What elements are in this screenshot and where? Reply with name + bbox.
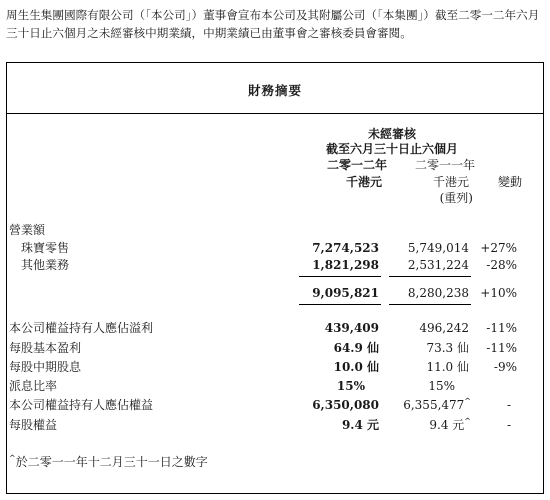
header-unit-current: 千港元	[345, 175, 382, 189]
footnote-text: 於二零一一年十二月三十一日之數字	[15, 455, 208, 469]
row-prior: 11.0 仙	[426, 360, 469, 374]
row-prior: 2,531,224	[407, 258, 469, 272]
row-current: 9.4 元	[341, 418, 379, 432]
subtotal-rule-prior	[389, 276, 471, 277]
header-unaudited: 未經審核	[367, 127, 416, 141]
row-current: 7,274,523	[312, 241, 379, 255]
row-prior	[379, 418, 471, 432]
header-year-current: 二零一二年	[326, 158, 387, 172]
row-label: 其他業務	[21, 258, 70, 272]
row-label: 本公司權益持有人應佔權益	[9, 398, 154, 412]
subtotal-rule-current	[299, 276, 381, 277]
footnote	[9, 455, 208, 469]
row-change: -11%	[486, 321, 517, 335]
header-unit-prior: 千港元	[432, 175, 469, 189]
row-label: 珠寶零售	[21, 241, 70, 255]
row-label: 每股基本盈利	[9, 341, 82, 355]
row-current: 10.0 仙	[333, 360, 379, 374]
row-change: -	[506, 398, 511, 412]
header-period: 截至六月三十日止六個月	[325, 142, 458, 156]
intro-paragraph: 周生生集團國際有限公司（「本公司」）董事會宣布本公司及其附屬公司（「本集團」）截至二零一二年六月三十日止六個月之未經審核中期業績，中期業績已由董事會之審核委員會審閱。	[6, 8, 540, 40]
total-rule-current	[299, 304, 381, 305]
row-prior: 8,280,238	[407, 286, 469, 300]
row-prior-value: 9.4 元	[429, 418, 465, 432]
panel-title: 財務摘要	[247, 83, 302, 98]
row-change: +27%	[480, 241, 517, 255]
row-change: -9%	[493, 360, 517, 374]
row-prior: 496,242	[419, 321, 469, 335]
row-change: -	[506, 418, 511, 432]
row-change: -11%	[486, 341, 517, 355]
row-label: 每股中期股息	[9, 360, 82, 374]
title-divider	[7, 113, 543, 114]
row-current: 9,095,821	[312, 286, 379, 300]
row-current: 439,409	[324, 321, 379, 335]
footnote-mark: ^	[464, 417, 471, 426]
row-prior: 15%	[428, 379, 455, 393]
row-label: 每股權益	[9, 418, 58, 432]
row-prior: 73.3 仙	[426, 341, 469, 355]
row-prior	[379, 398, 471, 412]
row-prior-value: 6,355,477	[403, 398, 465, 412]
total-rule-prior	[389, 304, 471, 305]
row-change: +10%	[480, 286, 517, 300]
row-label: 派息比率	[9, 379, 58, 393]
header-change: 變動	[497, 175, 522, 189]
row-prior: 5,749,014	[407, 241, 469, 255]
footnote-mark: ^	[9, 454, 16, 463]
row-current: 64.9 仙	[333, 341, 379, 355]
row-current: 1,821,298	[312, 258, 379, 272]
financial-highlights-panel	[6, 62, 544, 494]
header-year-prior: 二零一一年	[414, 158, 475, 172]
revenue-label: 營業額	[9, 223, 46, 237]
row-current: 15%	[336, 379, 365, 393]
row-change: -28%	[486, 258, 517, 272]
header-restated: (重列)	[439, 191, 473, 205]
footnote-mark: ^	[464, 397, 471, 406]
row-label: 本公司權益持有人應佔溢利	[9, 321, 154, 335]
row-current: 6,350,080	[312, 398, 379, 412]
